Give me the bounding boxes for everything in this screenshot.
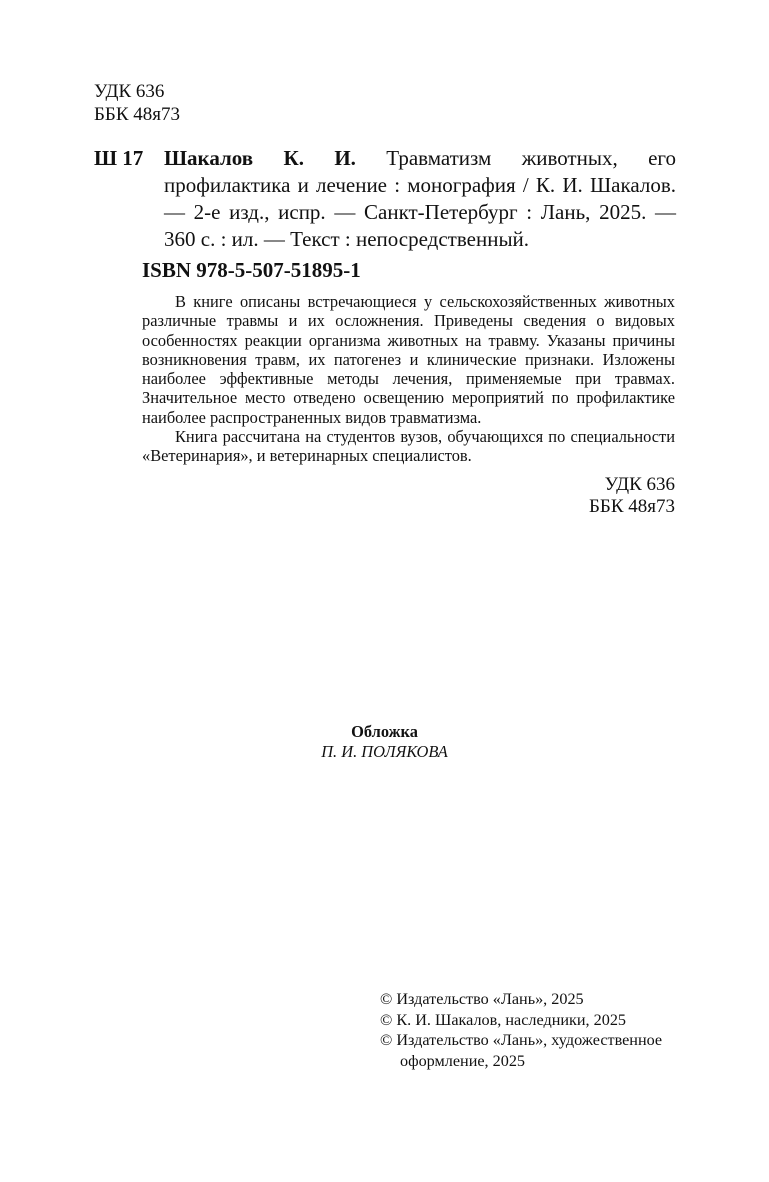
bbk-code-bottom: ББК 48я73 <box>589 496 675 517</box>
classification-top <box>94 80 180 126</box>
bibliographic-description <box>164 145 676 253</box>
annotation-paragraph: В книге описаны встречающиеся у сельскохозяйственных животных различные травмы и их осложнения. Приведены сведения о видовых особенностях реакции организма животных на травму. Указаны причины возникновения травм, их патогенез и клинические признаки. Изложены наиболее эффективные методы лечения, применяемые при травмах. Значительное место отведено освещению мероприятий по профилактике наиболее распространенных видов травматизма. <box>142 292 675 427</box>
udk-code-bottom: УДК 636 <box>604 474 675 495</box>
author-sign-code: Ш 17 <box>94 146 144 170</box>
annotation-paragraph: Книга рассчитана на студентов вузов, обучающихся по специальности «Ветеринария», и ветеринарных специалистов. <box>142 427 675 466</box>
annotation <box>142 292 675 466</box>
cover-label: Обложка <box>351 722 418 741</box>
copyright-line: © Издательство «Лань», 2025 <box>380 990 584 1008</box>
copyright-block <box>380 989 680 1071</box>
book-description: Травматизм животных, его профилактика и лечение : монография / К. И. Шакалов. — 2-е изд., испр. — Санкт-Петербург : Лань, 2025. — 360 с. : ил. — Текст : непосредственный. <box>164 146 676 251</box>
copyright-line: © Издательство «Лань», художественное оформление, 2025 <box>380 1031 663 1070</box>
cover-designer: П. И. ПОЛЯКОВА <box>321 741 448 761</box>
cover-credit <box>0 722 769 761</box>
bbk-code-top: ББК 48я73 <box>94 104 180 125</box>
bibliographic-record <box>94 145 676 253</box>
classification-bottom <box>420 474 675 518</box>
copyright-line: © К. И. Шакалов, наследники, 2025 <box>380 1010 627 1029</box>
udk-code-top: УДК 636 <box>94 81 165 102</box>
author-name: Шакалов К. И. <box>164 146 356 170</box>
isbn: ISBN 978-5-507-51895-1 <box>142 258 361 282</box>
